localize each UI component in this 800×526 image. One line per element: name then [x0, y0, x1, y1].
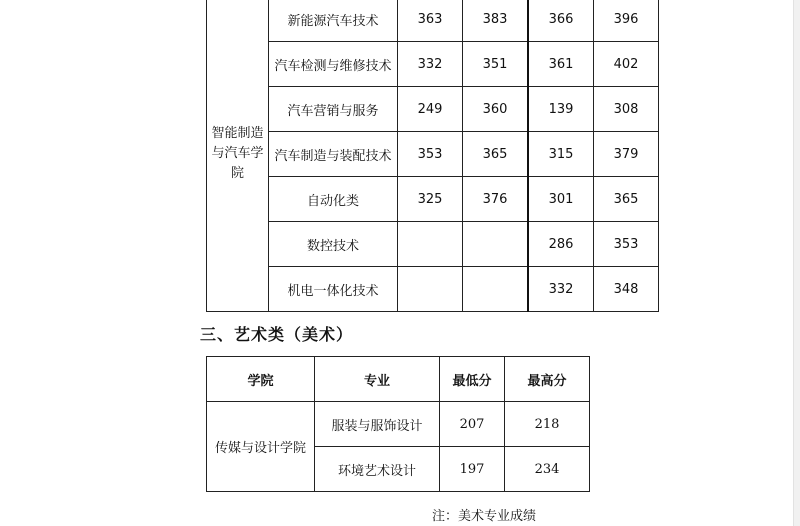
- admission-score-table-art: [206, 356, 590, 492]
- score-cell: 249: [398, 87, 463, 132]
- header-major: 专业: [315, 357, 440, 402]
- score-cell: [398, 267, 463, 312]
- score-cell: 351: [463, 42, 529, 87]
- major-cell: 数控技术: [269, 222, 398, 267]
- major-cell: 汽车检测与维修技术: [269, 42, 398, 87]
- footnote: 注：美术专业成绩: [432, 509, 537, 524]
- score-cell: 308: [594, 87, 659, 132]
- max-score-cell: 234: [505, 447, 590, 492]
- score-cell: 376: [463, 177, 529, 222]
- score-cell: 360: [463, 87, 529, 132]
- table-row: [207, 402, 590, 447]
- table-row: [207, 0, 659, 42]
- header-college: 学院: [207, 357, 315, 402]
- min-score-cell: 207: [440, 402, 505, 447]
- score-cell: 365: [594, 177, 659, 222]
- score-cell: [463, 222, 529, 267]
- major-cell: 汽车营销与服务: [269, 87, 398, 132]
- score-cell: [398, 222, 463, 267]
- score-cell: 361: [528, 42, 594, 87]
- major-cell: 环境艺术设计: [315, 447, 440, 492]
- section-title-art: 三、艺术类（美术）: [200, 325, 354, 344]
- score-cell: 383: [463, 0, 529, 42]
- table-row: [207, 222, 659, 267]
- header-max-score: 最高分: [505, 357, 590, 402]
- score-cell: 402: [594, 42, 659, 87]
- score-cell: 396: [594, 0, 659, 42]
- major-cell: 服装与服饰设计: [315, 402, 440, 447]
- max-score-cell: 218: [505, 402, 590, 447]
- major-cell: 机电一体化技术: [269, 267, 398, 312]
- score-cell: 325: [398, 177, 463, 222]
- admission-score-table-science: [206, 0, 659, 312]
- score-cell: 365: [463, 132, 529, 177]
- score-cell: [463, 267, 529, 312]
- table-row: [207, 87, 659, 132]
- score-cell: 332: [528, 267, 594, 312]
- score-cell: 353: [594, 222, 659, 267]
- min-score-cell: 197: [440, 447, 505, 492]
- table-row: [207, 177, 659, 222]
- table-header-row: [207, 357, 590, 402]
- college-cell: 智能制造与汽车学院: [207, 0, 269, 312]
- score-cell: 301: [528, 177, 594, 222]
- header-min-score: 最低分: [440, 357, 505, 402]
- score-cell: 286: [528, 222, 594, 267]
- score-cell: 379: [594, 132, 659, 177]
- table-row: [207, 267, 659, 312]
- score-cell: 363: [398, 0, 463, 42]
- scrollbar-track[interactable]: [793, 0, 800, 526]
- major-cell: 汽车制造与装配技术: [269, 132, 398, 177]
- score-cell: 139: [528, 87, 594, 132]
- college-cell: 传媒与设计学院: [207, 402, 315, 492]
- score-cell: 332: [398, 42, 463, 87]
- table-row: [207, 132, 659, 177]
- table-row: [207, 42, 659, 87]
- major-cell: 新能源汽车技术: [269, 0, 398, 42]
- score-cell: 315: [528, 132, 594, 177]
- score-cell: 353: [398, 132, 463, 177]
- major-cell: 自动化类: [269, 177, 398, 222]
- score-cell: 348: [594, 267, 659, 312]
- score-cell: 366: [528, 0, 594, 42]
